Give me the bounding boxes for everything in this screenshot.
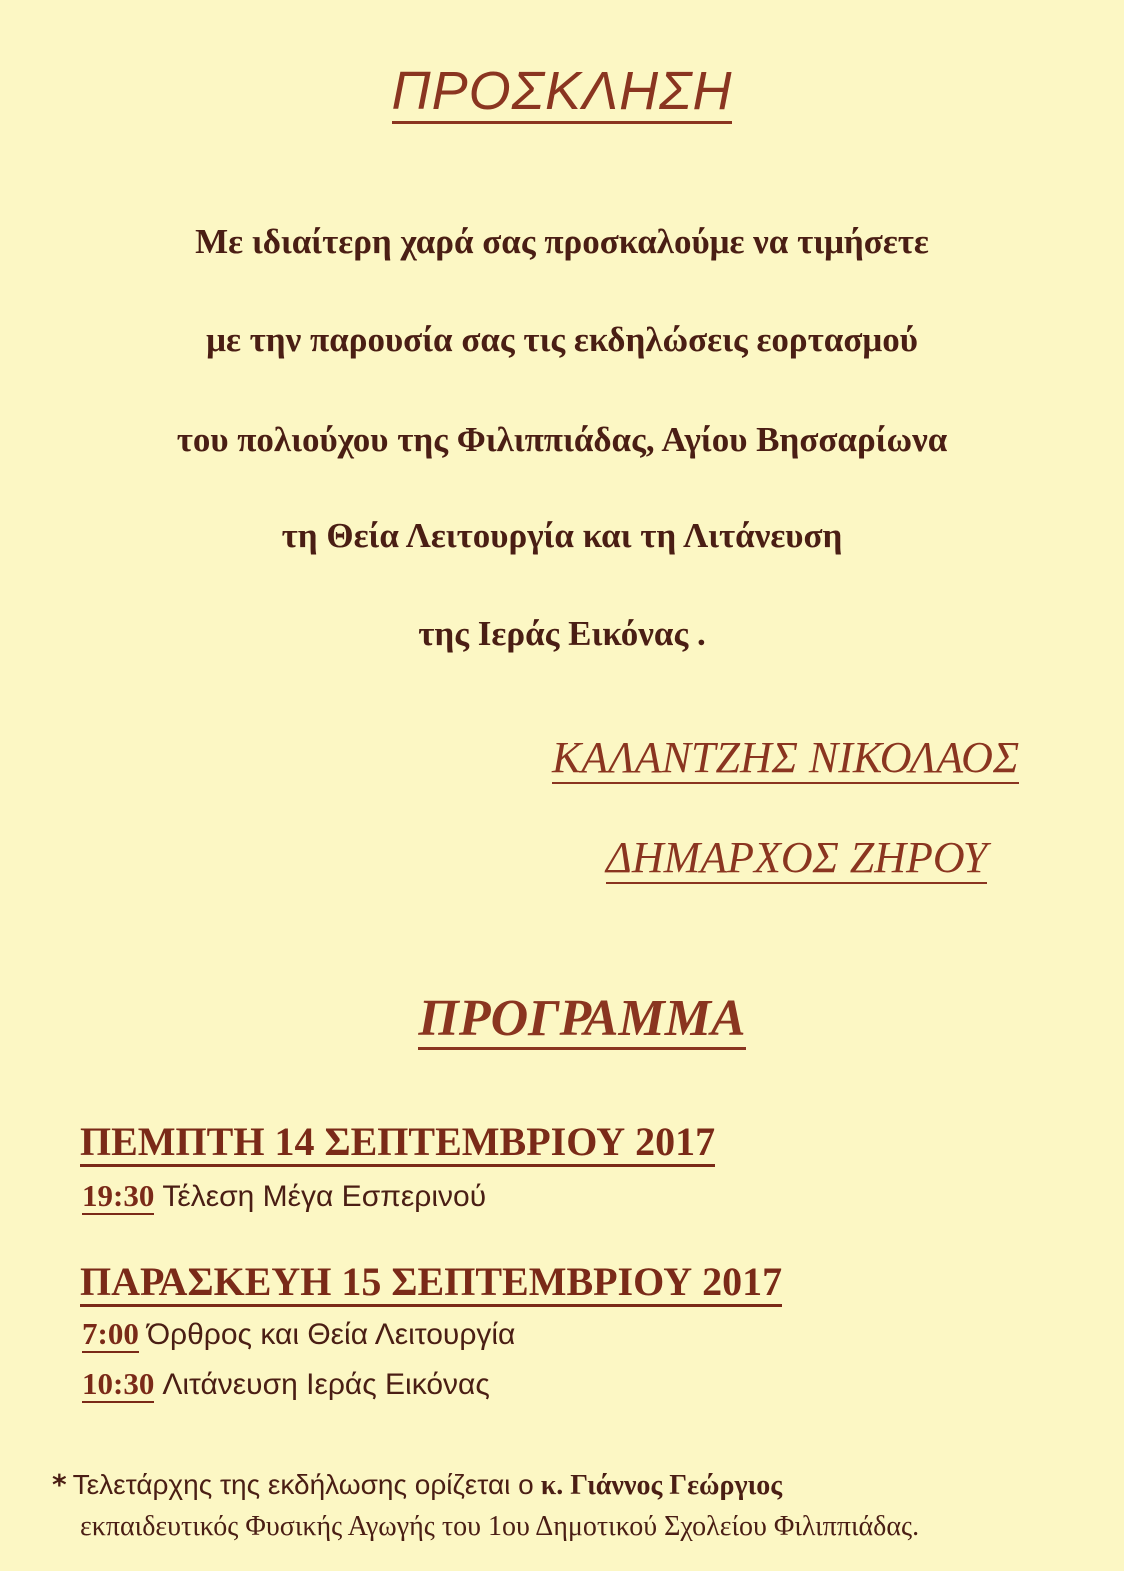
invitation-line-4: τη Θεία Λειτουργία και τη Λιτάνευση xyxy=(281,516,843,555)
footnote-line-1 xyxy=(52,1468,782,1503)
event-time: 10:30 xyxy=(82,1366,155,1401)
footnote-line-2 xyxy=(80,1510,919,1544)
footnote-name: κ. Γιάννος Γεώργιος xyxy=(540,1470,783,1501)
event-description: Τέλεση Μέγα Εσπερινού xyxy=(162,1180,487,1213)
signature-name-text: ΚΑΛΑΝΤΖΗΣ ΝΙΚΟΛΑΟΣ xyxy=(552,733,1020,782)
document-title-text: ΠΡΟΣΚΛΗΣΗ xyxy=(392,61,733,124)
document-title xyxy=(0,60,1124,122)
event-description: Όρθρος και Θεία Λειτουργία xyxy=(146,1318,516,1351)
invitation-line-5: της Ιεράς Εικόνας . xyxy=(418,614,706,653)
asterisk-icon: * xyxy=(52,1468,67,1501)
event-time: 7:00 xyxy=(82,1316,139,1351)
signature-role xyxy=(606,834,987,882)
program-title xyxy=(0,990,1124,1047)
program-day-2 xyxy=(80,1260,782,1304)
event-time: 19:30 xyxy=(82,1178,155,1213)
invitation-line-1: Με ιδιαίτερη χαρά σας προσκαλούμε να τιμήσετε xyxy=(195,222,929,261)
footnote-text: Τελετάρχης της εκδήλωσης ορίζεται ο xyxy=(72,1469,534,1500)
program-title-text: ΠΡΟΓΡΑΜΜΑ xyxy=(418,990,745,1050)
program-day-1-date: ΠΕΜΠΤΗ 14 ΣΕΠΤΕΜΒΡΙΟΥ 2017 xyxy=(80,1119,715,1167)
event-description: Λιτάνευση Ιεράς Εικόνας xyxy=(162,1368,490,1401)
program-event xyxy=(82,1178,486,1215)
invitation-line-2: με την παρουσία σας τις εκδηλώσεις εορτασμού xyxy=(206,320,918,359)
program-event xyxy=(82,1366,490,1403)
invitation-line-3: του πολιούχου της Φιλιππιάδας, Αγίου Βησσαρίωνα xyxy=(176,420,948,459)
footnote-line-2-text: εκπαιδευτικός Φυσικής Αγωγής του 1ου Δημοτικού Σχολείου Φιλιππιάδας. xyxy=(80,1511,920,1542)
signature-role-text: ΔΗΜΑΡΧΟΣ ΖΗΡΟΥ xyxy=(606,833,988,882)
program-day-2-date: ΠΑΡΑΣΚΕΥΗ 15 ΣΕΠΤΕΜΒΡΙΟΥ 2017 xyxy=(80,1259,782,1307)
signature-name xyxy=(552,734,1019,782)
program-event xyxy=(82,1316,515,1353)
program-day-1 xyxy=(80,1120,715,1164)
